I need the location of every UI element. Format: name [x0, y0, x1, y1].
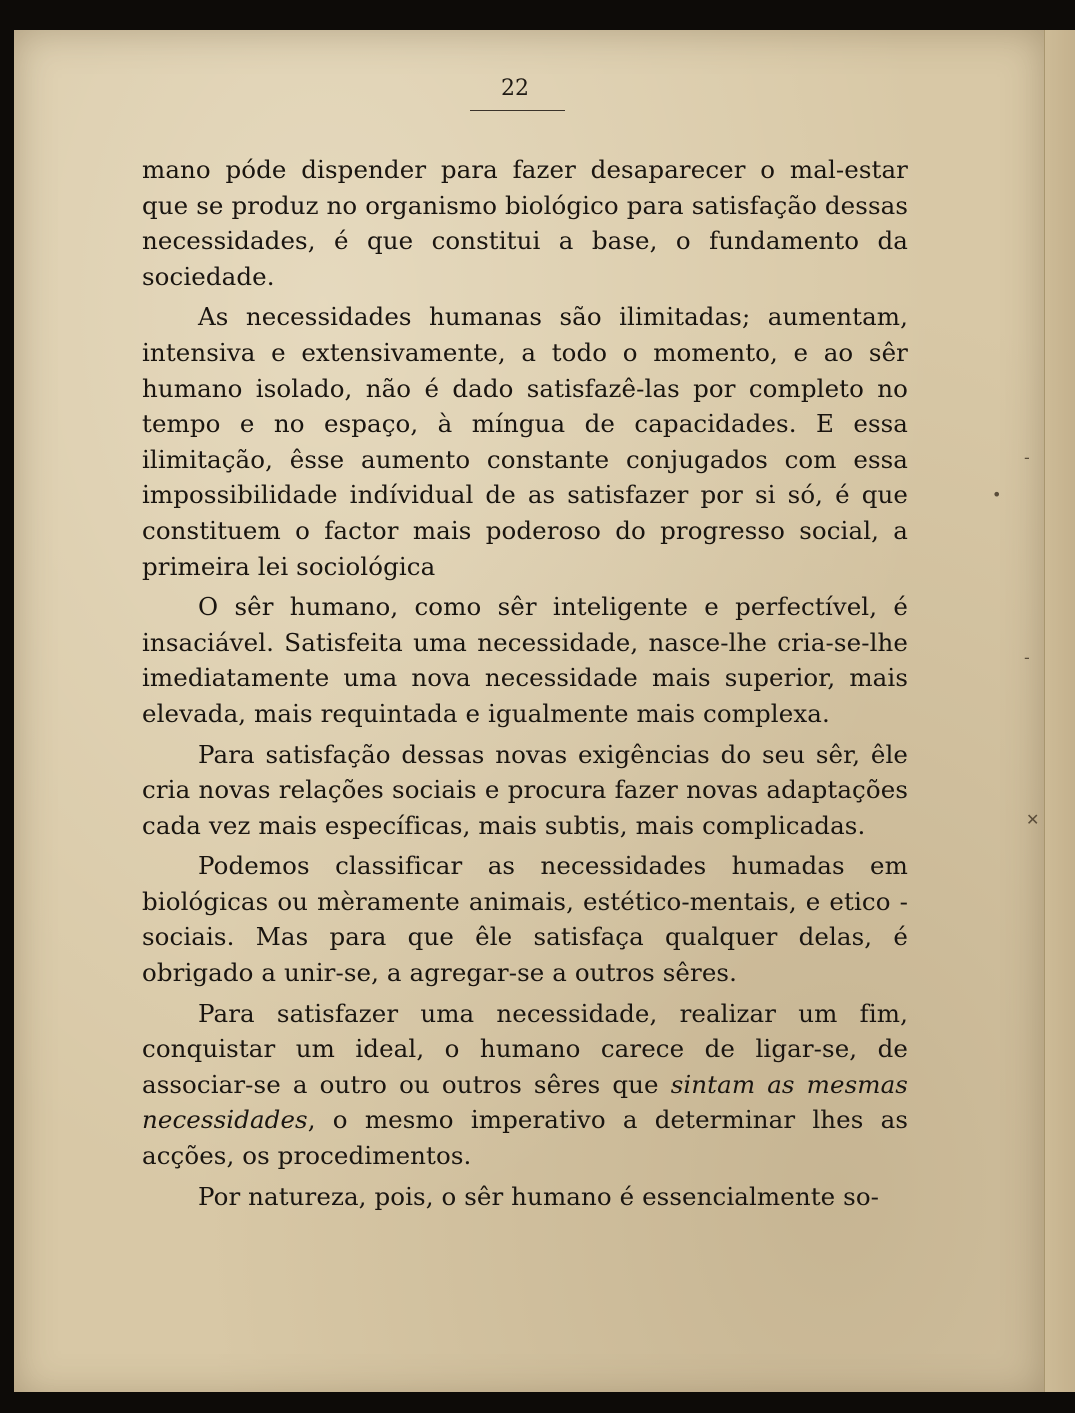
bottom-edge [14, 1392, 1075, 1413]
paragraph-1: mano póde dispender para fazer desaparecer o mal-estar que se produz no organismo biológico para satisfação dessas necessidades, é que constitui a base, o fundamento da sociedade. [142, 155, 908, 291]
margin-mark-4: ✕ [1026, 810, 1040, 829]
paragraph-6-start: Para satisfazer uma necessidade, realizar um fim, conquistar um ideal, o humano carece de ligar-se, de associar-se a outro ou outros sêres que [142, 998, 908, 1099]
paragraph-3: O sêr humano, como sêr inteligente e perfectível, é insaciável. Satisfeita uma necessidade, nasce-lhe cria-se-lhe imediatamente uma nova necessidade mais superior, mais elevada, mais requintada e igualmente mais complexa. [142, 592, 908, 728]
paragraph-5: Podemos classificar as necessidades humadas em biológicas ou mèramente animais, estético-mentais, e etico -sociais. Mas para que êle satisfaça qualquer delas, é obrigado a unir-se, a agregar-se a outros sêres. [142, 851, 908, 988]
page-edge-strip [1044, 30, 1075, 1398]
paragraph-6-italic: sintam as mesmas necessidades [142, 1069, 908, 1135]
margin-mark-2: • [992, 485, 1002, 504]
paragraph-6-end: , o mesmo imperativo a determinar lhes as acções, os procedimentos. [142, 1105, 908, 1171]
body-text [142, 152, 908, 1214]
margin-mark-3: - [1024, 648, 1030, 667]
paragraph-7: Por natureza, pois, o sêr humano é essencialmente so- [198, 1181, 880, 1211]
header-rule [470, 110, 565, 111]
paragraph-2: As necessidades humanas são ilimitadas; aumentam, intensiva e extensivamente, a todo o momento, e ao sêr humano isolado, não é dado satisfazê-las por completo no tempo e no espaço, à míngua de capacidades. E essa ilimitação, êsse aumento constante conjugados com essa impossibilidade indívidual de as satisfazer por si só, é que constituem o factor mais poderoso do progresso social, a primeira lei sociológica [142, 302, 908, 581]
paragraph-4: Para satisfação dessas novas exigências do seu sêr, êle cria novas relações sociais e procura fazer novas adaptações cada vez mais específicas, mais subtis, mais complicadas. [142, 739, 908, 840]
paragraph-6 [142, 996, 908, 1174]
book-page [14, 30, 1044, 1398]
margin-mark-1: - [1024, 448, 1030, 467]
page-number: 22 [501, 76, 529, 101]
